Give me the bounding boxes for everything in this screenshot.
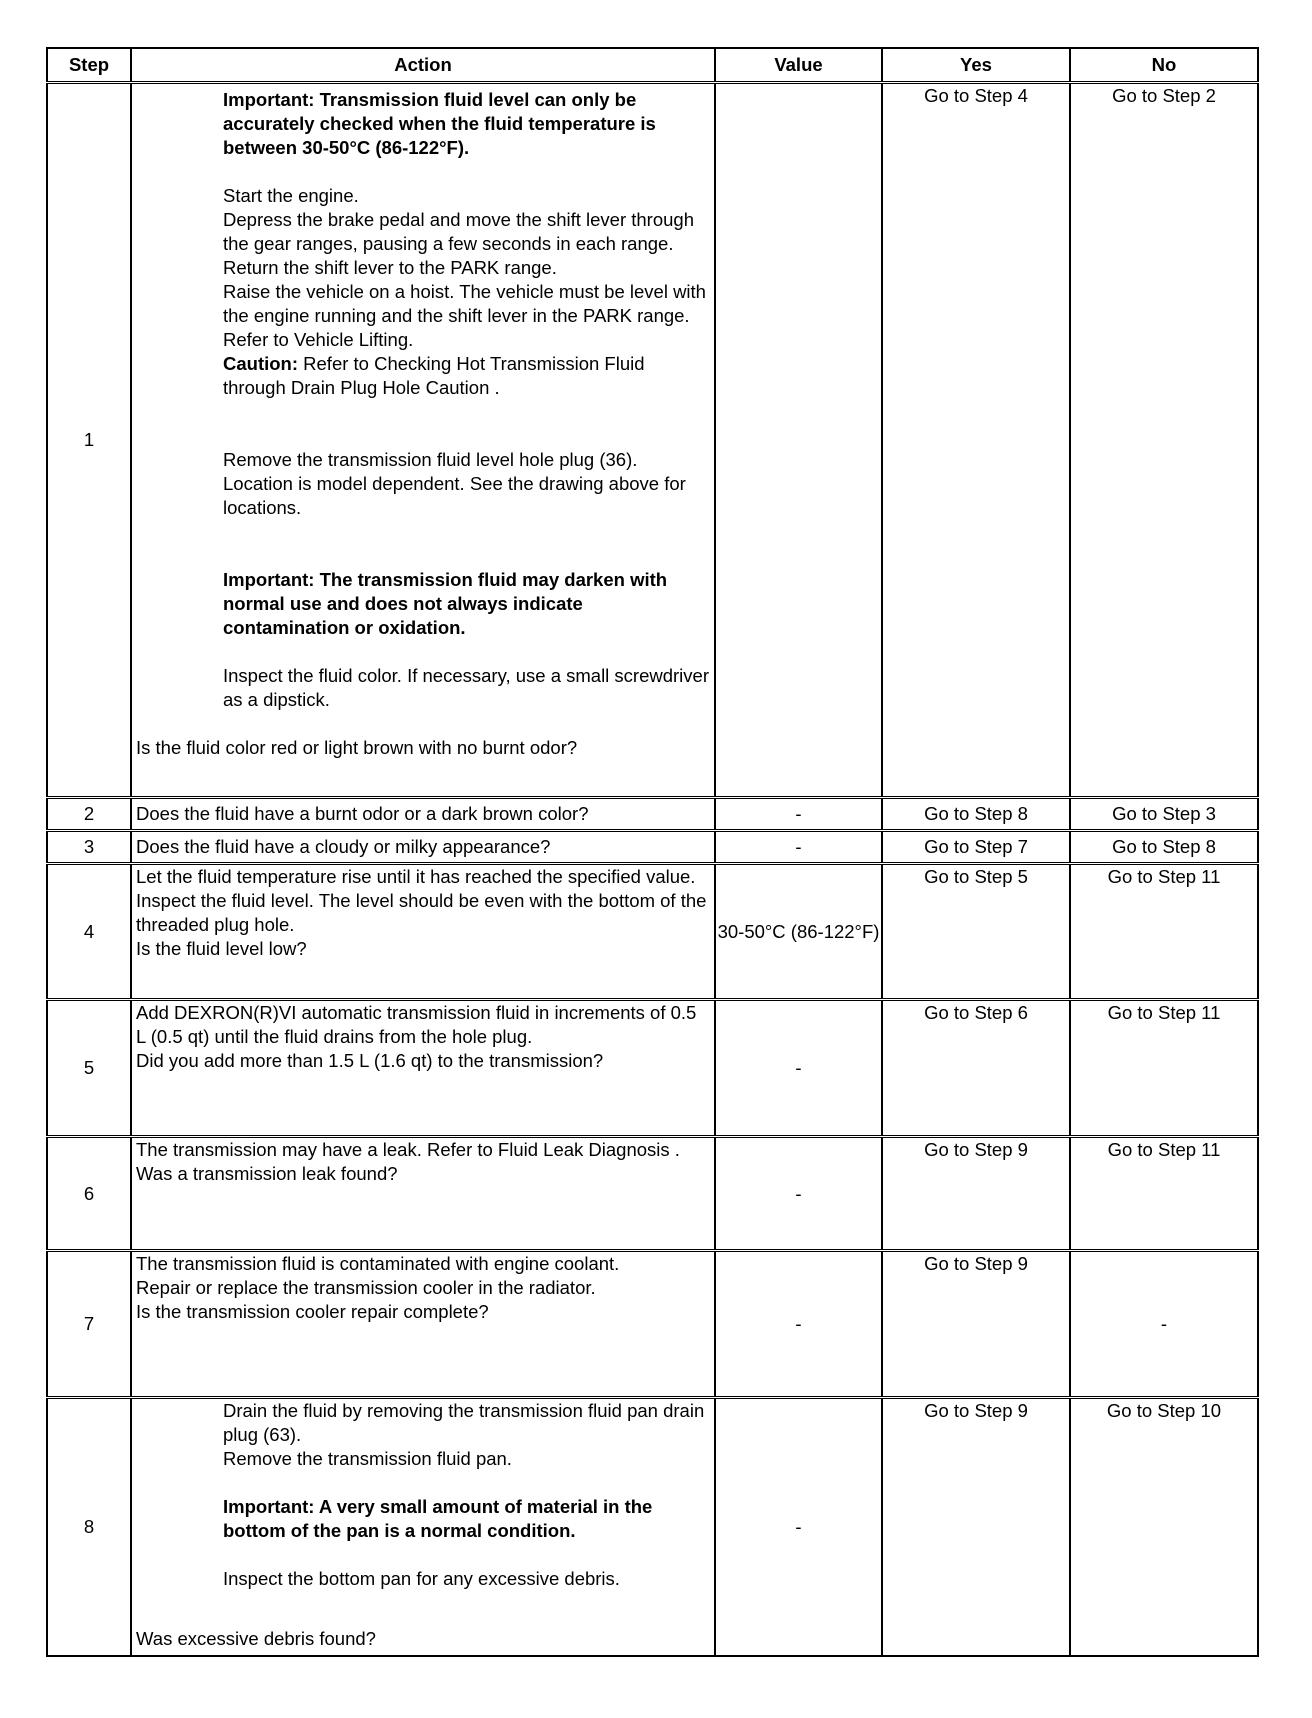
question-text: Was excessive debris found? [136, 1628, 376, 1649]
question-text: Does the fluid have a burnt odor or a dark brown color? [131, 798, 715, 831]
no-goto: Go to Step 11 [1107, 866, 1221, 887]
instruction-text: The transmission may have a leak. Refer to Fluid Leak Diagnosis . [136, 1139, 680, 1160]
step-number: 7 [47, 1251, 131, 1398]
instruction-text: Inspect the bottom pan for any excessive debris. [223, 1568, 620, 1589]
action-cell [131, 864, 715, 1000]
table-row-step-1 [47, 83, 1258, 798]
table-row-step-3 [47, 831, 1258, 864]
value-cell: - [715, 1398, 882, 1656]
action-cell [131, 1398, 715, 1656]
no-cell [1070, 1137, 1258, 1251]
instruction-text: Remove the transmission fluid level hole plug (36). Location is model dependent. See the drawing above for locations. [223, 449, 686, 518]
value-cell: - [715, 1251, 882, 1398]
yes-goto: Go to Step 9 [924, 1253, 1028, 1274]
important-note: Important: A very small amount of material in the bottom of the pan is a normal condition. [223, 1496, 653, 1541]
step-number: 4 [47, 864, 131, 1000]
caution-label: Caution: [223, 353, 299, 374]
header-value: Value [715, 48, 882, 83]
no-goto: - [1070, 1251, 1258, 1398]
value-cell: - [715, 1137, 882, 1251]
no-cell [1070, 1398, 1258, 1656]
instruction-text: Start the engine. [223, 185, 359, 206]
no-cell [1070, 1000, 1258, 1137]
header-action: Action [131, 48, 715, 83]
header-step: Step [47, 48, 131, 83]
question-text: Does the fluid have a cloudy or milky appearance? [131, 831, 715, 864]
question-text: Was a transmission leak found? [136, 1163, 398, 1184]
yes-goto: Go to Step 4 [924, 85, 1028, 106]
step-number: 2 [47, 798, 131, 831]
header-no: No [1070, 48, 1258, 83]
step-number: 5 [47, 1000, 131, 1137]
no-goto: Go to Step 3 [1070, 798, 1258, 831]
header-row [47, 48, 1258, 83]
instruction-text: Remove the transmission fluid pan. [223, 1448, 512, 1469]
no-cell [1070, 83, 1258, 798]
question-text: Is the fluid color red or light brown with no burnt odor? [136, 737, 578, 758]
no-goto: Go to Step 2 [1112, 85, 1216, 106]
step-number: 3 [47, 831, 131, 864]
yes-cell [882, 1398, 1070, 1656]
yes-goto: Go to Step 7 [882, 831, 1070, 864]
no-cell [1070, 864, 1258, 1000]
diagnostic-table [46, 47, 1259, 1657]
no-goto: Go to Step 11 [1107, 1139, 1221, 1160]
table-row-step-4 [47, 864, 1258, 1000]
instruction-text: Inspect the fluid color. If necessary, use a small screwdriver as a dipstick. [223, 665, 709, 710]
value-cell [715, 83, 882, 798]
action-cell [131, 83, 715, 798]
table-row-step-6 [47, 1137, 1258, 1251]
important-note: Important: Transmission fluid level can only be accurately checked when the fluid temperature is between 30-50°C (86-122°F). [223, 89, 656, 158]
yes-cell [882, 864, 1070, 1000]
instruction-text: Repair or replace the transmission cooler in the radiator. [136, 1277, 596, 1298]
instruction-text: Add DEXRON(R)VI automatic transmission fluid in increments of 0.5 L (0.5 qt) until the fluid drains from the hole plug. [136, 1002, 697, 1047]
step-number: 1 [47, 83, 131, 798]
yes-goto: Go to Step 9 [924, 1139, 1028, 1160]
yes-goto: Go to Step 5 [924, 866, 1028, 887]
yes-goto: Go to Step 9 [924, 1400, 1028, 1421]
question-text: Did you add more than 1.5 L (1.6 qt) to the transmission? [136, 1050, 604, 1071]
table-row-step-7 [47, 1251, 1258, 1398]
table-row-step-2 [47, 798, 1258, 831]
header-yes: Yes [882, 48, 1070, 83]
instruction-text: Depress the brake pedal and move the shift lever through the gear ranges, pausing a few seconds in each range. Return the shift lever to the PARK range. [223, 209, 695, 278]
instruction-text: The transmission fluid is contaminated with engine coolant. [136, 1253, 620, 1274]
step-number: 6 [47, 1137, 131, 1251]
question-text: Is the transmission cooler repair complete? [136, 1301, 489, 1322]
no-goto: Go to Step 11 [1107, 1002, 1221, 1023]
yes-cell [882, 83, 1070, 798]
no-goto: Go to Step 10 [1106, 1400, 1222, 1421]
question-text: Is the fluid level low? [136, 938, 307, 959]
important-note: Important: The transmission fluid may darken with normal use and does not always indicate contamination or oxidation. [223, 569, 668, 638]
yes-cell [882, 1137, 1070, 1251]
value-cell: - [715, 1000, 882, 1137]
yes-goto: Go to Step 8 [882, 798, 1070, 831]
instruction-text: Drain the fluid by removing the transmission fluid pan drain plug (63). [223, 1400, 705, 1445]
value-cell: - [715, 831, 882, 864]
yes-cell [882, 1251, 1070, 1398]
action-cell [131, 1000, 715, 1137]
caution-note [136, 352, 710, 400]
table-row-step-5 [47, 1000, 1258, 1137]
action-cell [131, 1251, 715, 1398]
value-cell: 30-50°C (86-122°F) [715, 864, 882, 1000]
value-cell: - [715, 798, 882, 831]
instruction-text: Let the fluid temperature rise until it has reached the specified value. Inspect the fluid level. The level should be even with the bottom of the threaded plug hole. [136, 866, 707, 935]
instruction-text: Raise the vehicle on a hoist. The vehicle must be level with the engine running and the shift lever in the PARK range. Refer to Vehicle Lifting. [223, 281, 706, 350]
yes-goto: Go to Step 6 [924, 1002, 1028, 1023]
no-goto: Go to Step 8 [1070, 831, 1258, 864]
table-row-step-8 [47, 1398, 1258, 1656]
action-cell [131, 1137, 715, 1251]
caution-text: Refer to Checking Hot Transmission Fluid through Drain Plug Hole Caution . [223, 353, 645, 398]
step-number: 8 [47, 1398, 131, 1656]
yes-cell [882, 1000, 1070, 1137]
